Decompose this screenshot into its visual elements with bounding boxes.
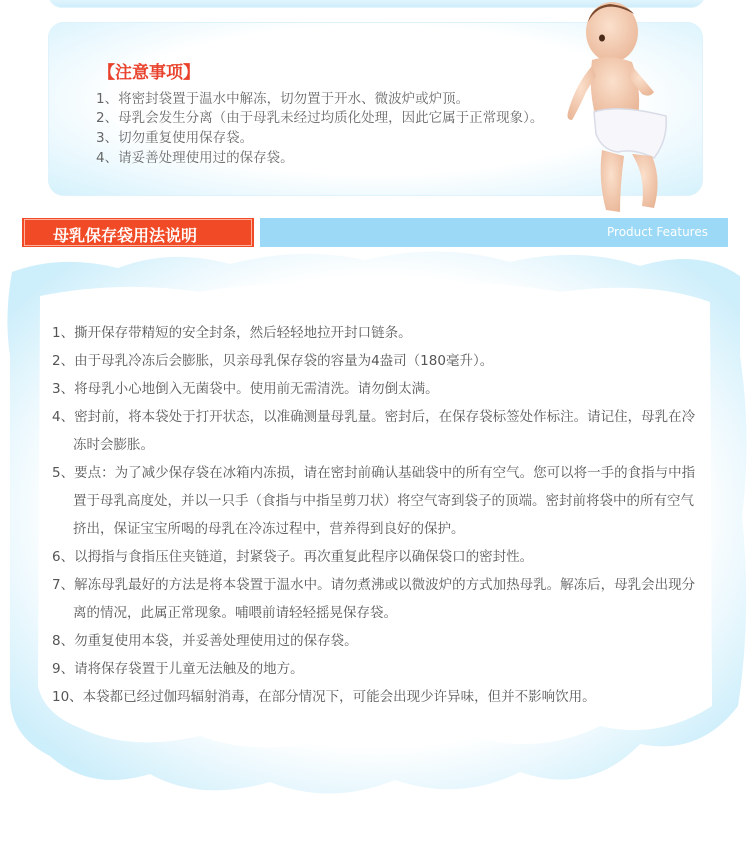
list-item: 4、密封前，将本袋处于打开状态，以准确测量母乳量。密封后，在保存袋标签处作标注。请记住，母乳在冷冻时会膨胀。 (52, 409, 696, 453)
list-item: 2、由于母乳冷冻后会膨胀，贝亲母乳保存袋的容量为4盎司（180毫升）。 (52, 353, 494, 369)
notice-item: 4、请妥善处理使用过的保存袋。 (96, 150, 294, 166)
list-item: 10、本袋都已经过伽玛辐射消毒，在部分情况下，可能会出现少许异味，但并不影响饮用。 (52, 689, 596, 705)
notice-item: 1、将密封袋置于温水中解冻，切勿置于开水、微波炉或炉顶。 (96, 91, 470, 107)
list-item: 6、以拇指与食指压住夹链道，封紧袋子。再次重复此程序以确保袋口的密封性。 (52, 549, 534, 565)
section-subtitle: Product Features (607, 225, 708, 239)
list-item: 3、将母乳小心地倒入无菌袋中。使用前无需清洗。请勿倒太满。 (52, 381, 439, 397)
list-item: 5、要点：为了减少保存袋在冰箱内冻损，请在密封前确认基础袋中的所有空气。您可以将一手的食指与中指置于母乳高度处，并以一只手（食指与中指呈剪刀状）将空气寄到袋子的顶端。密封前将袋中的所有空气挤出，保证宝宝所喝的母乳在冷冻过程中，营养得到良好的保护。 (52, 465, 696, 537)
baby-photo (562, 0, 682, 218)
section-title: 母乳保存袋用法说明 (53, 226, 198, 245)
list-item: 9、请将保存袋置于儿童无法触及的地方。 (52, 661, 304, 677)
notice-title: 【注意事项】 (98, 63, 200, 83)
list-item: 7、解冻母乳最好的方法是将本袋置于温水中。请勿煮沸或以微波炉的方式加热母乳。解冻后，母乳会出现分离的情况，此属正常现象。哺喂前请轻轻摇晃保存袋。 (52, 577, 696, 621)
list-item: 1、撕开保存带精短的安全封条，然后轻轻地拉开封口链条。 (52, 325, 412, 341)
list-item: 8、勿重复使用本袋，并妥善处理使用过的保存袋。 (52, 633, 358, 649)
notice-item: 3、切勿重复使用保存袋。 (96, 130, 254, 146)
notice-item: 2、母乳会发生分离（由于母乳未经过均质化处理，因此它属于正常现象）。 (96, 110, 544, 126)
usage-steps-list (52, 319, 702, 711)
